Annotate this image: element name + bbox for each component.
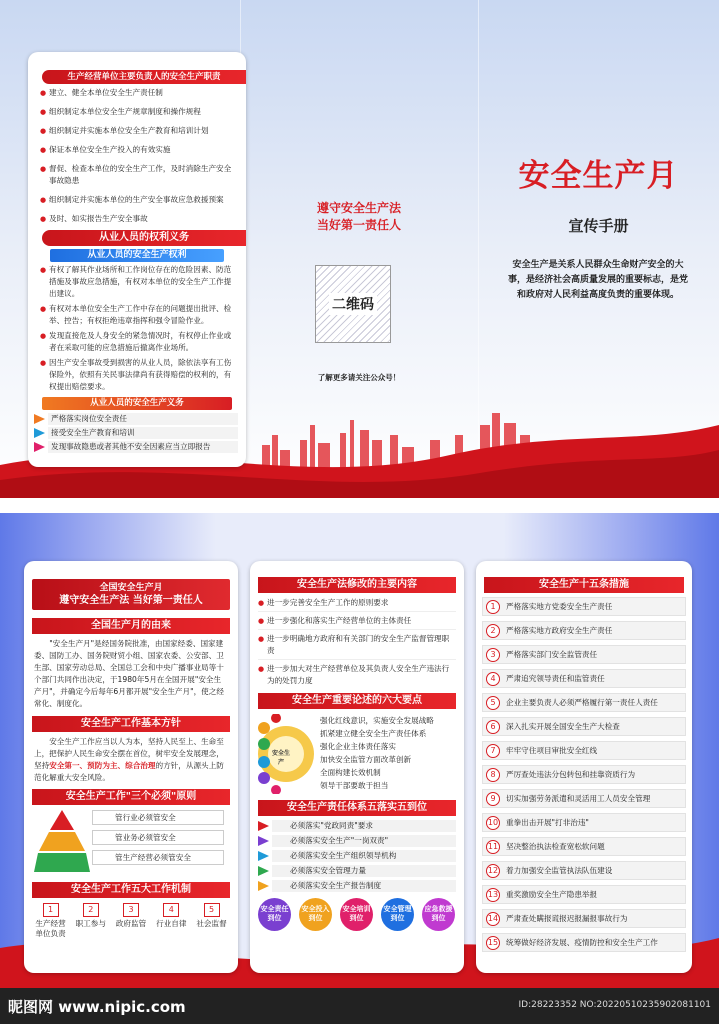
tag-circle: 应急救援到位 — [422, 898, 455, 931]
measure-item — [482, 645, 686, 664]
must-item: 管行业必须管安全 — [92, 810, 224, 825]
arrow-icon — [258, 881, 269, 891]
rights-list — [28, 262, 246, 393]
measures-card — [476, 561, 692, 973]
measure-text: 严格落实部门安全监管责任 — [506, 649, 598, 659]
measure-item — [482, 909, 686, 928]
measure-text: 牢牢守住项目审批安全红线 — [506, 745, 598, 755]
measure-text: 企业主要负责人必须严格履行第一责任人责任 — [506, 697, 658, 707]
measure-number: 15 — [486, 936, 500, 950]
list-item: ● 进一步强化和落实生产经营单位的主体责任 — [258, 615, 456, 630]
wheel-center-label: 安全生产 — [271, 750, 290, 766]
measure-text: 重拳出击开展"打非治违" — [506, 817, 589, 827]
measure-text: 统筹做好经济发展、疫情防控和安全生产工作 — [506, 937, 658, 947]
list-item: 必须落实安全管理力量 — [258, 865, 456, 877]
list-item: ● 有权对本单位安全生产工作中存在的问题提出批评、检举、控告；有权拒绝违章指挥和强令冒险作业。 — [40, 303, 238, 327]
origin-card — [24, 561, 238, 973]
measure-item — [482, 885, 686, 904]
measure-item — [482, 693, 686, 712]
measure-text: 坚决整治执法检查宽松软问题 — [506, 841, 605, 851]
measure-number: 12 — [486, 864, 500, 878]
slogan-line: 当好第一责任人 — [316, 218, 401, 232]
list-item: 发现事故隐患或者其他不安全因素应当立即报告 — [34, 441, 238, 453]
measure-text: 严肃查处瞒报谎报迟报漏报事故行为 — [506, 913, 628, 923]
list-item: ● 及时、如实报告生产安全事故 — [40, 213, 238, 225]
follow-text: 了解更多请关注公众号！ — [317, 373, 401, 382]
section-heading: 安全生产工作五大工作机制 — [32, 882, 230, 898]
measure-number: 8 — [486, 768, 500, 782]
measure-number: 7 — [486, 744, 500, 758]
list-item: ● 组织制定本单位安全生产规章制度和操作规程 — [40, 106, 238, 118]
list-item: ● 组织制定并实施本单位的生产安全事故应急救援预案 — [40, 194, 238, 206]
list-item: ● 进一步明确地方政府和有关部门的安全生产监督管理职责 — [258, 633, 456, 660]
measure-item — [482, 933, 686, 952]
measure-number: 2 — [486, 624, 500, 638]
measure-number: 9 — [486, 792, 500, 806]
measure-text: 切实加强劳务派遣和灵活用工人员安全管理 — [506, 793, 651, 803]
list-item: 加快安全监管方面改革创新 — [320, 755, 412, 764]
measure-text: 重奖激励安全生产隐患举报 — [506, 889, 598, 899]
arrow-icon — [258, 866, 269, 876]
list-item: ● 督促、检查本单位的安全生产工作，及时消除生产安全事故隐患 — [40, 163, 238, 187]
measure-text: 深入扎实开展全国安全生产大检查 — [506, 721, 620, 731]
list-item: 领导干部要敢于担当 — [320, 781, 389, 790]
section-heading: 安全生产责任体系五落实五到位 — [258, 800, 456, 816]
arrow-icon — [34, 414, 45, 424]
six-points-list — [320, 714, 460, 792]
mechanism-item: 5 社会监督 — [196, 905, 227, 928]
list-item: ● 有权了解其作业场所和工作岗位存在的危险因素、防范措施及事故应急措施，有权对本单位的安全生产工作提出建议。 — [40, 264, 238, 300]
tag-circle: 安全投入到位 — [299, 898, 332, 931]
section-heading: 安全生产十五条措施 — [484, 577, 684, 593]
measure-item — [482, 669, 686, 688]
list-item: 全面构建长效机制 — [320, 768, 381, 777]
arrow-icon — [34, 428, 45, 438]
list-item: ● 进一步完善安全生产工作的原则要求 — [258, 597, 456, 612]
arrow-icon — [34, 442, 45, 452]
qr-code[interactable] — [315, 265, 391, 343]
pyramid-icon — [34, 810, 90, 872]
measure-number: 3 — [486, 648, 500, 662]
section-heading: 生产经营单位主要负责人的安全生产职责 — [42, 70, 246, 84]
law-card — [250, 561, 464, 973]
section-heading: 安全生产法修改的主要内容 — [258, 577, 456, 593]
list-item: ● 组织制定并实施本单位安全生产教育和培训计划 — [40, 125, 238, 137]
list-item: 必须落实安全生产组织领导机构 — [258, 850, 456, 862]
image-id: ID:28223352 NO:20220510235902081101 — [518, 1000, 711, 1010]
mechanism-item: 3 政府监管 — [115, 905, 147, 928]
list-item: ● 保证本单位安全生产投入的有效实施 — [40, 144, 238, 156]
cover-subtitle: 宣传手册 — [568, 217, 629, 235]
measure-text: 严肃追究领导责任和监管责任 — [506, 673, 605, 683]
list-item: 必须落实安全生产"一岗双责" — [258, 835, 456, 847]
must-item: 管业务必须管安全 — [92, 830, 224, 845]
measure-item — [482, 741, 686, 760]
top-sheet — [0, 0, 719, 498]
watermark-bar — [0, 988, 719, 1024]
cover-title: 安全生产月 — [518, 158, 679, 194]
revision-list — [250, 593, 464, 687]
measure-text: 严厉查处违法分包转包和挂靠资质行为 — [506, 769, 636, 779]
measure-item — [482, 597, 686, 616]
list-item: ● 建立、健全本单位安全生产责任制 — [40, 87, 238, 99]
tag-circle: 安全责任到位 — [258, 898, 291, 931]
origin-text: "安全生产月"是经国务院批准，由国家经委、国家建委、国防工办、国务院财贸小组、国家农委、公安部、卫生部、国家劳动总局、全国总工会和中央广播事业局等十个部门共同作出决定，于1980年5月在全国开展"安全生产月"，并确定今后每年6月都开展"安全生产月"，使之经常化、制度化。 — [34, 639, 224, 708]
measure-text: 严格落实地方党委安全生产责任 — [506, 601, 613, 611]
section-heading: 全国生产月的由来 — [32, 618, 230, 634]
measure-number: 11 — [486, 840, 500, 854]
cover-intro: 安全生产是关系人民群众生命财产安全的大事，是经济社会高质量发展的重要标志，是党和政府对人民利益高度负责的重要体现。 — [507, 260, 688, 300]
responsibility-card — [28, 52, 246, 467]
slogan-line: 遵守安全生产法 — [316, 201, 401, 215]
measure-text: 着力加强安全监管执法队伍建设 — [506, 865, 613, 875]
measure-item — [482, 621, 686, 640]
qr-label: 二维码 — [329, 293, 377, 315]
measure-item — [482, 813, 686, 832]
measure-number: 1 — [486, 600, 500, 614]
musts-diagram — [24, 808, 238, 880]
list-item: ● 发现直接危及人身安全的紧急情况时，有权停止作业或者在采取可能的应急措施后撤离作业场所。 — [40, 330, 238, 354]
subheading: 从业人员的安全生产义务 — [42, 397, 232, 410]
bottom-sheet — [0, 513, 719, 988]
slogan-block — [240, 200, 478, 234]
measure-number: 6 — [486, 720, 500, 734]
measure-item — [482, 789, 686, 808]
measure-number: 13 — [486, 888, 500, 902]
list-item: 强化红线意识，实施安全发展战略 — [320, 716, 434, 725]
subheading: 从业人员的安全生产权利 — [50, 249, 224, 262]
measure-item — [482, 837, 686, 856]
mechanism-row — [24, 898, 238, 939]
measure-number: 5 — [486, 696, 500, 710]
measure-number: 14 — [486, 912, 500, 926]
list-item: ● 因生产安全事故受到损害的从业人员，除依法享有工伤保险外，依照有关民事法律尚有获得赔偿的权利的，有权提出赔偿要求。 — [40, 357, 238, 393]
list-item: 抓紧建立健全安全生产责任体系 — [320, 729, 427, 738]
obligation-list — [28, 410, 246, 453]
list-item: ● 进一步加大对生产经营单位及其负责人安全生产违法行为的处罚力度 — [258, 663, 456, 687]
mechanism-item: 2 职工参与 — [75, 905, 106, 928]
arrow-icon — [258, 851, 269, 861]
tag-circle: 安全培训到位 — [340, 898, 373, 931]
section-heading: 安全生产重要论述的六大要点 — [258, 693, 456, 709]
section-heading: 安全生产工作基本方针 — [32, 716, 230, 732]
mechanism-item: 4 行业自律 — [156, 905, 187, 928]
list-item: 接受安全生产教育和培训 — [34, 427, 238, 439]
five-list — [250, 816, 464, 892]
arrow-icon — [258, 836, 269, 846]
section-heading: 从业人员的权利义务 — [42, 230, 246, 246]
site-logo: 昵图网 www.nipic.com — [8, 998, 186, 1016]
banner: 全国安全生产月 遵守安全生产法 当好第一责任人 — [32, 579, 230, 610]
tag-circle: 安全管理到位 — [381, 898, 414, 931]
measure-text: 严格落实地方政府安全生产责任 — [506, 625, 613, 635]
duty-list — [28, 84, 246, 225]
list-item: 强化企业主体责任落实 — [320, 742, 396, 751]
policy-text: 安全生产工作应当以人为本，坚持人民至上、生命至上，把保护人民生命安全摆在首位，树牢安全发展理念，坚持安全第一、预防为主、综合治理的方针，从源头上防范化解重大安全风险。 — [34, 737, 224, 782]
list-item: 必须落实安全生产报告制度 — [258, 880, 456, 892]
six-points-diagram — [250, 712, 464, 798]
mechanism-item: 1 生产经营单位负责 — [35, 905, 66, 938]
measure-number: 4 — [486, 672, 500, 686]
section-heading: 安全生产工作"三个必须"原则 — [32, 789, 230, 805]
measure-list — [476, 593, 692, 952]
measure-item — [482, 717, 686, 736]
arrow-icon — [258, 821, 269, 831]
must-item: 管生产经营必须管安全 — [92, 850, 224, 865]
tag-row — [250, 898, 464, 938]
list-item: 严格落实岗位安全责任 — [34, 413, 238, 425]
measure-item — [482, 861, 686, 880]
measure-number: 10 — [486, 816, 500, 830]
measure-item — [482, 765, 686, 784]
list-item: 必须落实"党政同责"要求 — [258, 820, 456, 832]
